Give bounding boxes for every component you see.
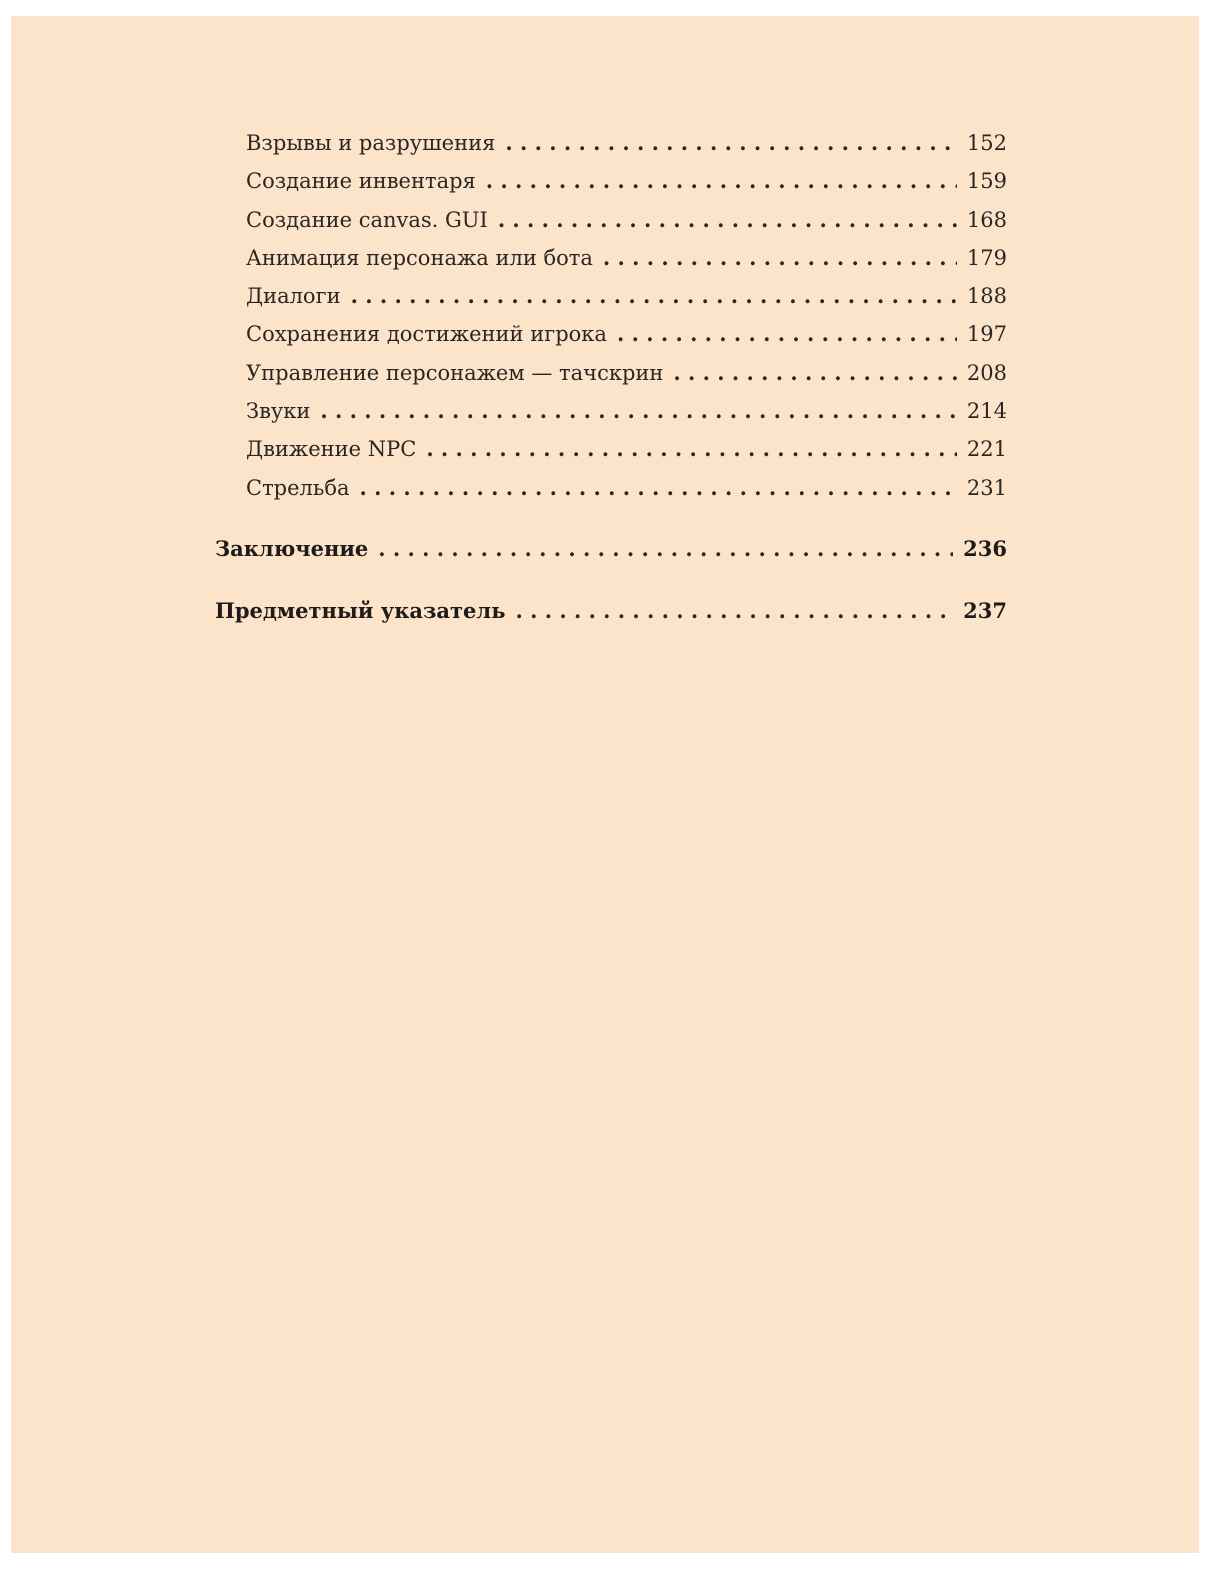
- toc-chapter-entry: [215, 530, 1007, 568]
- toc-entry-page: 168: [966, 207, 1007, 232]
- toc-entry-page: 188: [966, 284, 1007, 309]
- toc-chapter-title: Предметный указатель: [215, 598, 506, 624]
- toc-chapter-page: 236: [963, 535, 1007, 561]
- toc-chapter-page: 237: [963, 598, 1007, 624]
- dot-leader: [360, 469, 957, 507]
- toc-entry-title: Взрывы и разрушения: [246, 131, 496, 155]
- toc-entry-page: 159: [966, 169, 1007, 194]
- dot-leader: [486, 162, 957, 200]
- toc-entry: [215, 354, 1007, 392]
- toc-entry-page: 179: [966, 245, 1007, 270]
- dot-leader: [351, 277, 957, 315]
- dot-leader: [673, 354, 957, 392]
- toc-entry: [215, 277, 1007, 315]
- toc-entry-page: 208: [966, 360, 1007, 385]
- toc-entry: [215, 239, 1007, 277]
- toc-entry-page: 221: [966, 437, 1007, 462]
- toc-entry-page: 231: [966, 475, 1007, 500]
- dot-leader: [603, 239, 957, 277]
- dot-leader: [378, 530, 953, 568]
- toc-entry-title: Движение NPC: [246, 437, 417, 462]
- dot-leader: [426, 430, 957, 468]
- toc-entry: [215, 469, 1007, 507]
- toc-chapter-title: Заключение: [215, 535, 369, 561]
- book-page: [11, 16, 1199, 1553]
- dot-leader: [617, 315, 957, 353]
- toc-entry: [215, 162, 1007, 200]
- toc-entry-title: Звуки: [246, 399, 311, 424]
- toc-entry-title: Создание canvas. GUI: [246, 207, 488, 232]
- toc-entry-title: Анимация персонажа или бота: [246, 245, 593, 270]
- toc-entry: [215, 315, 1007, 353]
- table-of-contents: [215, 124, 1007, 631]
- dot-leader: [515, 592, 953, 630]
- toc-entry: [215, 430, 1007, 468]
- toc-entry-page: 214: [966, 399, 1007, 424]
- toc-entry: [215, 392, 1007, 430]
- toc-chapter-entry: [215, 592, 1007, 630]
- dot-leader: [498, 201, 957, 239]
- toc-entry-page: 197: [966, 322, 1007, 347]
- toc-entry: [215, 201, 1007, 239]
- dot-leader: [505, 124, 957, 162]
- toc-entry: [215, 124, 1007, 162]
- toc-entry-title: Стрельба: [246, 475, 350, 500]
- toc-entry-page: 152: [966, 131, 1007, 155]
- toc-entry-title: Диалоги: [246, 284, 341, 309]
- toc-entry-title: Управление персонажем — тачскрин: [246, 360, 664, 385]
- dot-leader: [320, 392, 957, 430]
- toc-entry-title: Создание инвентаря: [246, 169, 476, 194]
- toc-entry-title: Сохранения достижений игрока: [246, 322, 607, 347]
